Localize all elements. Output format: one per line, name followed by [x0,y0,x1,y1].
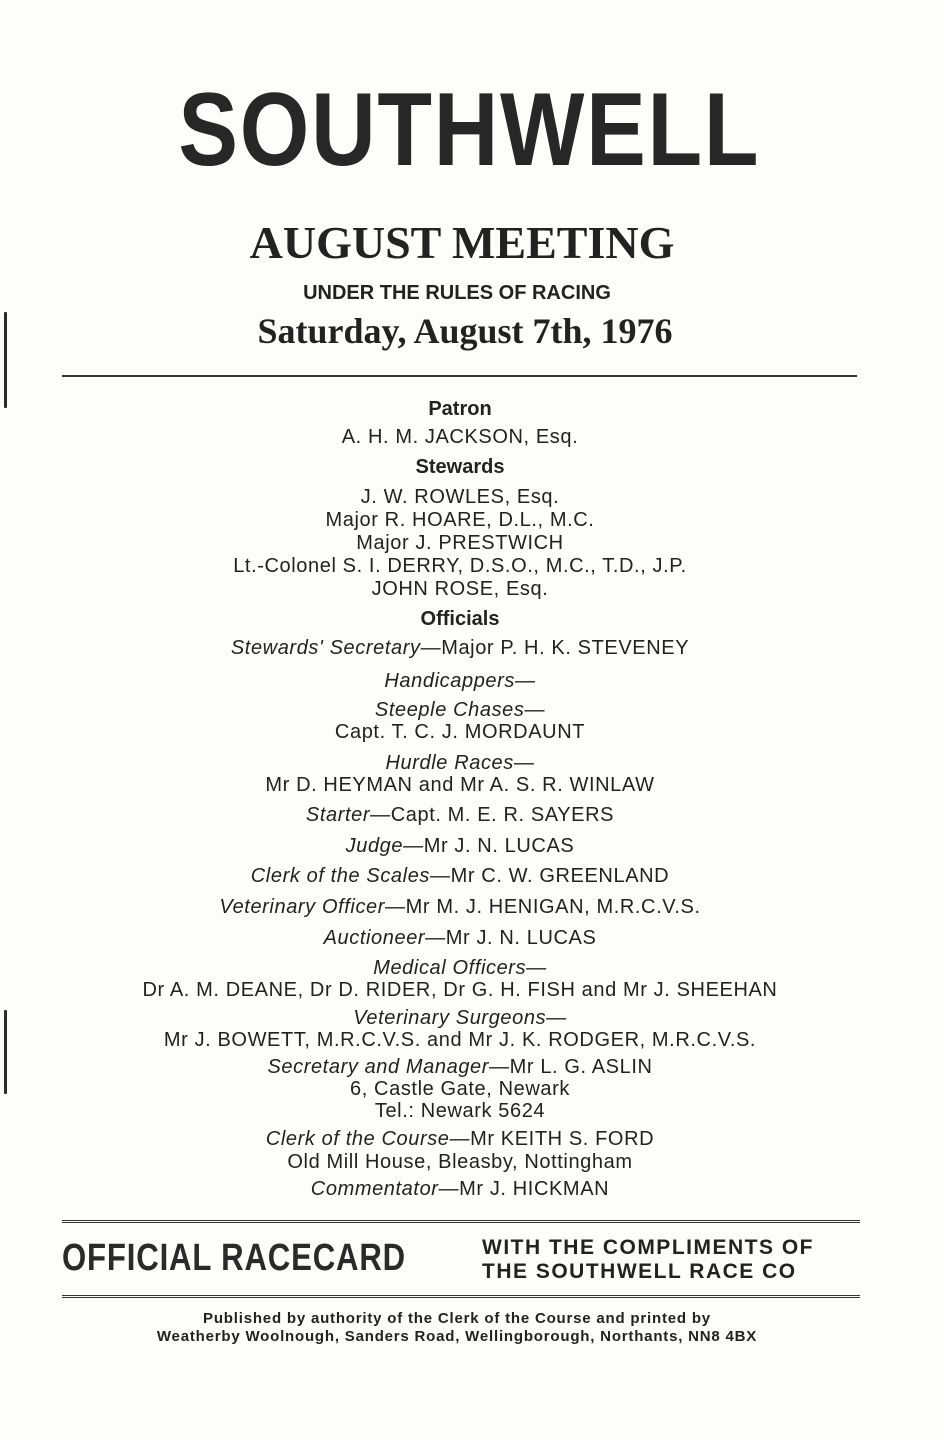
official-name: Mr C. W. GREENLAND [450,865,670,887]
commentator [0,1178,920,1201]
steward-name: Major J. PRESTWICH [356,532,564,554]
veterinary-officer [0,896,920,919]
role-label: Clerk of the Course— [265,1128,471,1150]
compliments-line: WITH THE COMPLIMENTS OF [482,1236,814,1259]
judge [0,835,920,858]
steward-name: Lt.-Colonel S. I. DERRY, D.S.O., M.C., T.D., J.P. [233,555,687,577]
role-label: Veterinary Surgeons— [353,1007,567,1029]
clerk-of-course [0,1128,920,1174]
official-name: Mr M. J. HENIGAN, M.R.C.V.S. [405,896,701,918]
patron-name: A. H. M. JACKSON, Esq. [341,426,579,448]
address: Old Mill House, Bleasby, Nottingham [287,1151,633,1173]
official-name: Mr D. HEYMAN and Mr A. S. R. WINLAW [265,774,655,796]
secretary-manager [0,1056,920,1122]
handicappers-label: Handicappers— [384,670,536,692]
publisher-imprint [0,1310,914,1346]
starter [0,804,920,827]
role-label: Hurdle Races— [385,752,535,774]
stewards-secretary [0,637,920,660]
clerk-of-scales [0,865,920,888]
compliments-text [482,1236,814,1284]
official-name: Capt. T. C. J. MORDAUNT [334,721,586,743]
steward-name: J. W. ROWLES, Esq. [360,486,560,508]
veterinary-surgeons [0,1007,920,1051]
medical-officers [0,957,920,1001]
role-label: Clerk of the Scales— [250,865,451,887]
stewards-list [0,486,920,601]
official-name: Mr J. HICKMAN [459,1178,610,1200]
address: 6, Castle Gate, Newark [350,1078,570,1100]
official-name: Dr A. M. DEANE, Dr D. RIDER, Dr G. H. FISH and Mr J. SHEEHAN [142,979,778,1001]
compliments-line: THE SOUTHWELL RACE CO [482,1260,797,1283]
hurdle-races [0,752,920,796]
meeting-date: Saturday, August 7th, 1976 [257,311,673,351]
telephone: Tel.: Newark 5624 [374,1100,546,1122]
role-label: Steeple Chases— [374,699,546,721]
role-label: Stewards' Secretary— [230,637,442,659]
role-label: Secretary and Manager— [267,1056,510,1078]
auctioneer [0,927,920,950]
steward-name: Major R. HOARE, D.L., M.C. [325,509,595,531]
divider [62,375,857,377]
patron-heading: Patron [428,398,492,420]
official-racecard-label: OFFICIAL RACECARD [62,1237,407,1279]
stewards-heading: Stewards [415,456,505,478]
rules-line: UNDER THE RULES OF RACING [303,282,611,304]
steward-name: JOHN ROSE, Esq. [371,578,549,600]
official-name: Mr J. N. LUCAS [445,927,597,949]
officials-heading: Officials [420,608,500,630]
meeting-subtitle: AUGUST MEETING [249,217,675,268]
role-label: Judge— [345,835,424,857]
steeple-chases [0,699,920,743]
publisher-line: Published by authority of the Clerk of the Course and printed by [203,1310,711,1327]
official-name: Mr J. BOWETT, M.R.C.V.S. and Mr J. K. RODGER, M.R.C.V.S. [163,1029,757,1051]
official-name: Mr J. N. LUCAS [423,835,575,857]
official-name: Mr KEITH S. FORD [470,1128,655,1150]
role-label: Commentator— [310,1178,460,1200]
page-title: SOUTHWELL [178,72,761,188]
racecard-banner [62,1220,860,1298]
role-label: Medical Officers— [373,957,547,979]
role-label: Veterinary Officer— [219,896,406,918]
role-label: Starter— [305,804,391,826]
official-name: Capt. M. E. R. SAYERS [390,804,615,826]
role-label: Auctioneer— [323,927,446,949]
publisher-line: Weatherby Woolnough, Sanders Road, Wellingborough, Northants, NN8 4BX [156,1328,758,1345]
official-name: Mr L. G. ASLIN [509,1056,653,1078]
official-name: Major P. H. K. STEVENEY [441,637,690,659]
